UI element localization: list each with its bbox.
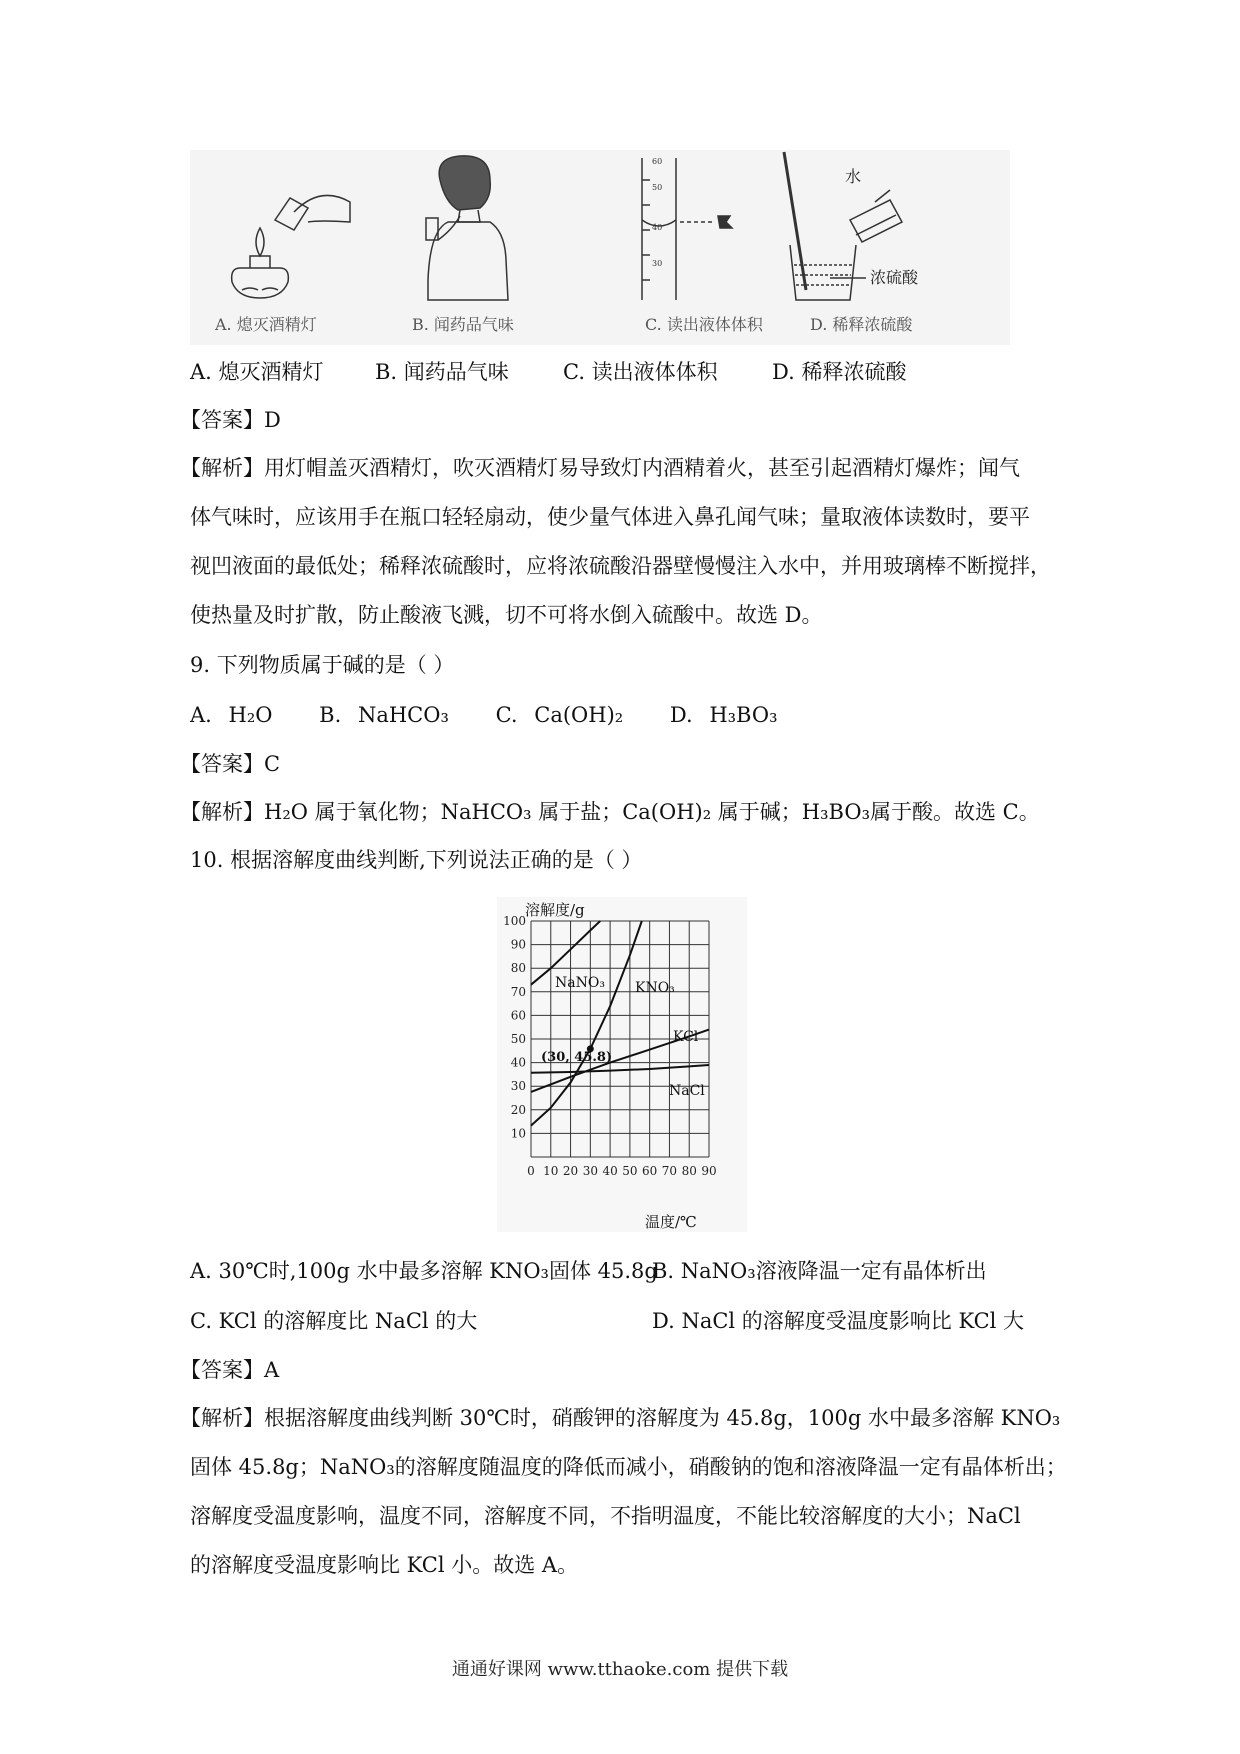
cyl-tick-50: 50 [652,183,663,192]
label-acid: 浓硫酸 [870,268,919,287]
y-tick-label: 30 [510,1079,526,1094]
q8-analysis-line: 视凹液面的最低处；稀释浓硫酸时，应将浓硫酸沿器壁慢慢注入水中，并用玻璃棒不断搅拌， [190,554,1051,578]
solubility-chart [497,897,747,1232]
child-smelling-icon [426,156,508,300]
q10-stem: 10. 根据溶解度曲线判断,下列说法正确的是（ ） [190,848,643,872]
series-curve-1 [531,921,642,1126]
q8-option-c: C. 读出液体体积 [563,360,718,384]
y-tick-label: 60 [510,1008,526,1023]
y-tick-label: 10 [510,1126,526,1141]
q10-analysis-line: 的溶解度受温度影响比 KCl 小。故选 A。 [190,1553,579,1577]
y-tick-label: 50 [510,1032,526,1046]
y-tick-label: 80 [510,961,526,976]
q10-analysis-line: 【解析】根据溶解度曲线判断 30℃时，硝酸钾的溶解度为 45.8g，100g 水中最多溶解 KNO₃ [180,1406,1061,1430]
solubility-chart-svg [497,897,747,1232]
q9-stem: 9. 下列物质属于碱的是（ ） [190,653,455,677]
q8-label-a: A. 熄灭酒精灯 [215,315,317,334]
chart-xlabel: 温度/℃ [645,1213,697,1231]
chart-annotation: (30, 45.8) [541,1050,613,1065]
series-label-kno3: KNO₃ [635,980,675,996]
label-water: 水 [845,167,862,186]
x-tick-label: 0 [527,1164,535,1178]
page-footer: 通通好课网 www.tthaoke.com 提供下载 [451,1659,789,1680]
q10-option-c: C. KCl 的溶解度比 NaCl 的大 [190,1309,478,1333]
q10-analysis-line: 溶解度受温度影响，温度不同，溶解度不同，不指明温度，不能比较溶解度的大小；NaCl [190,1504,1021,1528]
q8-figure [190,150,1010,345]
x-tick-label: 60 [642,1164,658,1178]
q9-option-d-label: D. [669,703,693,727]
x-tick-label: 80 [681,1164,697,1178]
chart-ylabel: 溶解度/g [525,901,585,919]
cyl-tick-60: 60 [652,157,663,166]
q8-label-d: D. 稀释浓硫酸 [810,315,913,334]
x-tick-label: 50 [622,1164,638,1178]
q9-options [190,700,778,730]
alcohol-lamp-icon [232,195,350,298]
x-tick-label: 10 [543,1164,559,1178]
q9-analysis: 【解析】H₂O 属于氧化物；NaHCO₃ 属于盐；Ca(OH)₂ 属于碱；H₃BO₃属于酸。故选 C。 [180,800,1040,824]
series-label-nano3: NaNO₃ [555,975,605,991]
y-tick-label: 90 [510,937,526,952]
y-tick-label: 70 [510,984,526,999]
q8-option-b: B. 闻药品气味 [375,360,509,384]
q8-label-b: B. 闻药品气味 [412,315,514,334]
q8-label-c: C. 读出液体体积 [645,315,763,334]
y-tick-label: 100 [503,914,526,928]
q8-analysis-line: 【解析】用灯帽盖灭酒精灯，吹灭酒精灯易导致灯内酒精着火，甚至引起酒精灯爆炸；闻气 [180,456,1020,480]
q9-answer: 【答案】C [180,752,281,776]
q9-option-a-label: A. [190,703,212,727]
x-tick-label: 40 [602,1164,618,1178]
series-label-nacl: NaCl [669,1083,705,1099]
q9-option-a: H₂O [228,703,273,727]
q8-option-a: A. 熄灭酒精灯 [190,360,324,384]
q10-option-d: D. NaCl 的溶解度受温度影响比 KCl 大 [652,1309,1025,1333]
cyl-tick-30: 30 [652,259,663,268]
y-tick-label: 40 [510,1055,526,1070]
x-tick-label: 30 [582,1164,598,1178]
q8-analysis-line: 体气味时，应该用手在瓶口轻轻扇动，使少量气体进入鼻孔闻气味；量取液体读数时，要平 [190,505,1030,529]
q10-analysis-line: 固体 45.8g；NaNO₃的溶解度随温度的降低而减小，硝酸钠的饱和溶液降温一定有晶体析出； [190,1455,1067,1479]
q9-option-d: H₃BO₃ [709,703,778,727]
q8-option-d: D. 稀释浓硫酸 [772,360,907,384]
y-tick-label: 20 [510,1102,526,1117]
q10-option-b: B. NaNO₃溶液降温一定有晶体析出 [652,1259,987,1283]
q9-option-b-label: B. [319,703,342,727]
q8-analysis-line: 使热量及时扩散，防止酸液飞溅，切不可将水倒入硫酸中。故选 D。 [190,603,823,627]
q8-figure-svg [190,150,1010,345]
cyl-tick-40: 40 [652,223,663,232]
x-tick-label: 20 [562,1164,579,1178]
series-curve-3 [531,1065,709,1073]
q10-answer: 【答案】A [180,1358,280,1382]
q9-option-b: NaHCO₃ [357,703,449,727]
q10-option-a: A. 30℃时,100g 水中最多溶解 KNO₃固体 45.8g [190,1259,658,1283]
x-tick-label: 70 [661,1164,678,1178]
x-tick-label: 90 [701,1164,717,1178]
series-label-kcl: KCl [673,1029,699,1045]
q9-option-c-label: C. [495,703,518,727]
q9-option-c: Ca(OH)₂ [534,703,624,727]
q8-answer: 【答案】D [180,408,281,432]
